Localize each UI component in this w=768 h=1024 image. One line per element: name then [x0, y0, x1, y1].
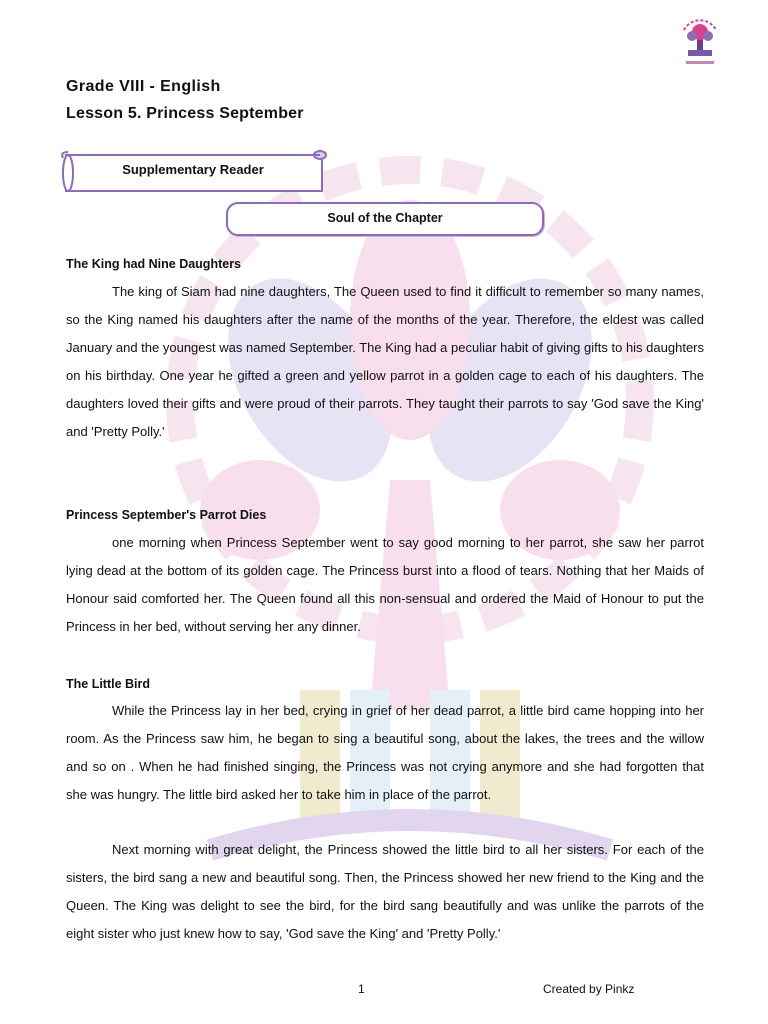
paragraph-nine-daughters: The king of Siam had nine daughters, The Queen used to find it difficult to remember so many names, so the King named his daughters after the name of the months of the year. Therefore, the eldest was called January and the youngest was named September. The King had a peculiar habit of giving gifts to his daughters on his birthday. One year he gifted a green and yellow parrot in a golden cage to each of his daughters. The daughters loved their gifts and were proud of their parrots. They taught their parrots to say 'God save the King' and 'Pretty Polly.': [66, 284, 704, 439]
section-heading-nine-daughters: The King had Nine Daughters: [66, 257, 242, 271]
section-heading-little-bird: The Little Bird: [66, 677, 151, 691]
supplementary-reader-label: Supplementary Reader: [122, 162, 264, 177]
paragraph-little-bird-1: While the Princess lay in her bed, crying in grief of her dead parrot, a little bird came hopping into her room. As the Princess saw him, he began to sing a beautiful song, about the lakes, the trees and the willow and so on . When he had finished singing, the Princess was not crying anymore and she had forgotten that she was hungry. The little bird asked her to take him in place of the parrot.: [66, 703, 704, 802]
section-heading-parrot-dies: Princess September's Parrot Dies: [66, 508, 267, 522]
page-number: 1: [358, 982, 365, 996]
grade-title: Grade VIII - English: [66, 78, 221, 95]
school-logo: [676, 14, 724, 68]
lesson-title: Lesson 5. Princess September: [66, 105, 304, 122]
footer-credit: Created by Pinkz: [543, 982, 635, 996]
paragraph-little-bird-2: Next morning with great delight, the Princess showed the little bird to all her sisters. For each of the sisters, the bird sang a new and beautiful song. Then, the Princess showed her new friend to the King and the Queen. The King was delight to see the bird, for the bird sang beautifully and was unlike the parrots of the eight sister who just knew how to say, 'God save the King' and 'Pretty Polly.': [66, 842, 704, 941]
soul-of-chapter-label: Soul of the Chapter: [327, 211, 443, 225]
paragraph-parrot-dies: one morning when Princess September went to say good morning to her parrot, she saw her parrot lying dead at the bottom of its golden cage. The Princess burst into a flood of tears. Nothing that her Maids of Honour said comforted her. The Queen found all this non-sensual and ordered the Maid of Honour to put the Princess in her bed, without serving her any dinner.: [66, 535, 704, 634]
